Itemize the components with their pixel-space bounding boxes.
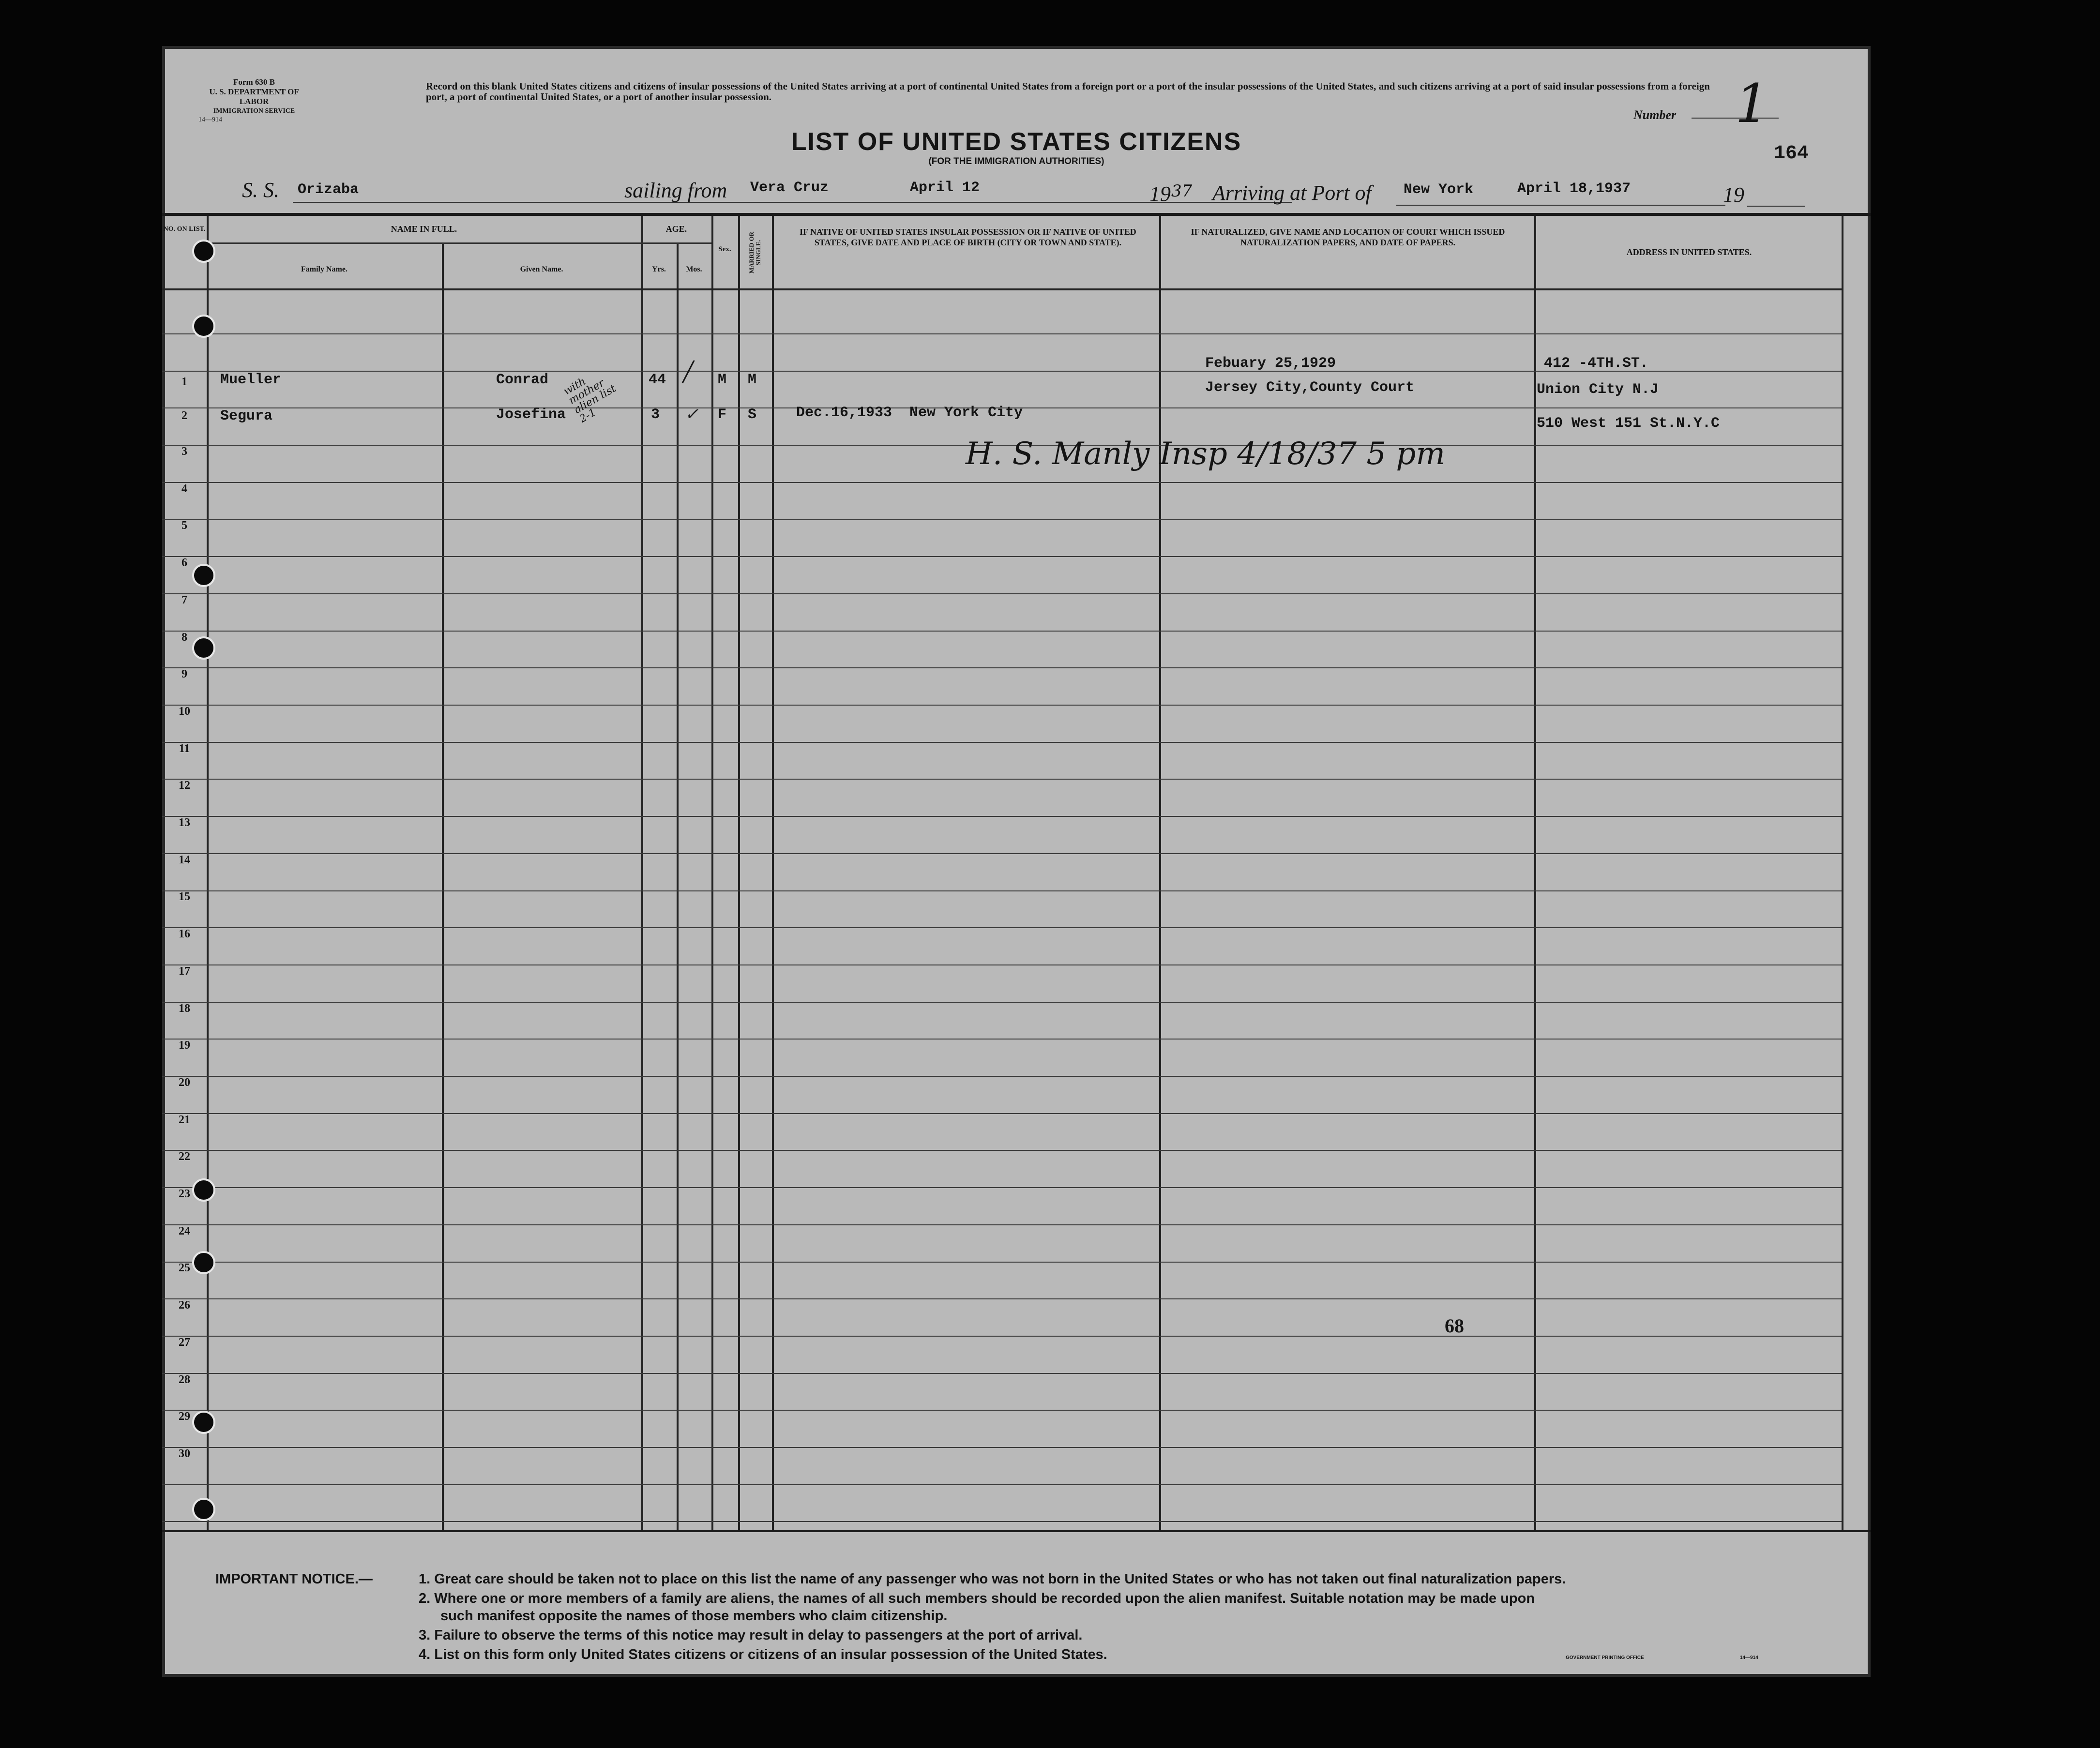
row-rule bbox=[162, 1150, 1842, 1151]
inspector-signature: H. S. Manly Insp 4/18/37 5 pm bbox=[966, 436, 1446, 472]
stamp-number: 68 bbox=[1445, 1315, 1464, 1337]
binder-hole bbox=[192, 564, 215, 587]
row-rule bbox=[162, 1002, 1842, 1003]
handwritten-note: with mother alien list 2-1 bbox=[561, 375, 619, 425]
binder-hole bbox=[192, 1178, 215, 1202]
row-number: 13 bbox=[179, 816, 190, 829]
binder-hole bbox=[192, 1411, 215, 1434]
col-header-age: AGE. bbox=[665, 224, 687, 234]
col-header-family: Family Name. bbox=[301, 265, 347, 273]
row-rule bbox=[162, 964, 1842, 965]
row-number: 12 bbox=[179, 779, 190, 792]
arrival-underline bbox=[1396, 205, 1725, 206]
year-value: 37 bbox=[1171, 181, 1193, 201]
row-number: 11 bbox=[179, 742, 190, 755]
binder-hole bbox=[192, 315, 215, 338]
row-rule bbox=[162, 1224, 1842, 1225]
header-bottom-rule bbox=[162, 288, 1842, 290]
family-name: Segura bbox=[220, 408, 273, 424]
sailing-date: April 12 bbox=[910, 180, 980, 196]
col-header-given: Given Name. bbox=[520, 265, 563, 273]
row-number: 24 bbox=[179, 1225, 190, 1237]
row-rule bbox=[162, 1187, 1842, 1188]
header-subrule bbox=[641, 242, 711, 244]
row-rule bbox=[162, 667, 1842, 668]
row-rule bbox=[162, 556, 1842, 557]
form-number: Form 630 B bbox=[233, 77, 275, 87]
col-header-mos: Mos. bbox=[686, 265, 702, 273]
row-rule bbox=[162, 1484, 1842, 1485]
birth-date-place: Dec.16,1933 New York City bbox=[796, 405, 1023, 421]
naturalization-court: Jersey City,County Court bbox=[1205, 379, 1415, 396]
row-rule bbox=[162, 1410, 1842, 1411]
address: 412 -4TH.ST. bbox=[1544, 355, 1649, 372]
col-divider bbox=[641, 216, 643, 1530]
row-number: 16 bbox=[179, 928, 190, 940]
marital-status: M bbox=[748, 372, 757, 388]
row-rule bbox=[162, 779, 1842, 780]
row-rule bbox=[162, 890, 1842, 891]
col-divider bbox=[677, 242, 679, 1530]
row-rule bbox=[162, 482, 1842, 483]
col-divider bbox=[207, 216, 209, 1530]
col-header-naturalized: IF NATURALIZED, GIVE NAME AND LOCATION OF COURT WHICH ISSUED NATURALIZATION PAPERS, AND DATE OF PAPERS. bbox=[1191, 227, 1505, 247]
arrival-port: New York bbox=[1404, 181, 1474, 198]
family-name: Mueller bbox=[220, 372, 282, 388]
row-number: 26 bbox=[179, 1299, 190, 1311]
age-months-check: ✓ bbox=[685, 405, 699, 424]
given-name: Conrad bbox=[496, 372, 549, 388]
row-rule bbox=[162, 519, 1842, 520]
arrival-date: April 18,1937 bbox=[1517, 181, 1631, 197]
notice-label: IMPORTANT NOTICE.— bbox=[215, 1571, 373, 1587]
binder-hole bbox=[192, 1251, 215, 1274]
form-identifier bbox=[196, 77, 312, 116]
row-rule bbox=[162, 705, 1842, 706]
row-rule bbox=[162, 1298, 1842, 1299]
row-number: 18 bbox=[179, 1002, 190, 1015]
given-name: Josefina bbox=[496, 407, 566, 423]
number-value: 1 bbox=[1735, 73, 1769, 135]
sailing-from-port: Vera Cruz bbox=[750, 180, 829, 196]
row-rule bbox=[162, 927, 1842, 928]
col-divider bbox=[772, 216, 774, 1530]
col-header-married: MARRIED OR SINGLE. bbox=[748, 231, 762, 274]
printer-mark: GOVERNMENT PRINTING OFFICE bbox=[1566, 1655, 1644, 1660]
check-mark: ╱ bbox=[682, 361, 695, 383]
col-divider bbox=[442, 242, 444, 1530]
row-rule bbox=[162, 1262, 1842, 1263]
manifest-table bbox=[162, 216, 1871, 1530]
row-number: 3 bbox=[181, 445, 187, 458]
row-number: 27 bbox=[179, 1336, 190, 1349]
row-rule bbox=[162, 1447, 1842, 1448]
sailing-from-label: sailing from bbox=[624, 179, 727, 202]
col-header-yrs: Yrs. bbox=[652, 265, 666, 273]
year-suffix-underline bbox=[1747, 206, 1805, 207]
notice-item-2-cont: such manifest opposite the names of those members who claim citizenship. bbox=[440, 1608, 948, 1624]
row-rule bbox=[162, 742, 1842, 743]
col-header-name: NAME IN FULL. bbox=[391, 224, 457, 234]
sailing-underline bbox=[740, 202, 1292, 203]
notice-item-2: 2. Where one or more members of a family are aliens, the names of all such members should be recorded upon the alien manifest. Suitable notation may be made upon bbox=[419, 1591, 1535, 1606]
col-header-sex: Sex. bbox=[718, 245, 731, 253]
row-number: 10 bbox=[179, 705, 190, 718]
row-rule bbox=[162, 1076, 1842, 1077]
row-rule bbox=[162, 1521, 1842, 1522]
row-rule bbox=[162, 816, 1842, 817]
col-divider bbox=[1842, 216, 1843, 1530]
instructions: Record on this blank United States citizens and citizens of insular possessions of the United States arriving at a port of continental United States from a foreign port or a port of the insular possessions of the United States, and such citizens arriving at a port of said insular possessions from a foreign port, a port of continental United States, or a port of another insular possession. bbox=[426, 80, 1710, 103]
row-number: 8 bbox=[181, 631, 187, 644]
row-number: 25 bbox=[179, 1262, 190, 1274]
row-number: 29 bbox=[179, 1410, 190, 1423]
notice-item-4: 4. List on this form only United States citizens or citizens of an insular possession of the United States. bbox=[419, 1647, 1107, 1662]
row-rule bbox=[162, 1039, 1842, 1040]
col-divider bbox=[1159, 216, 1161, 1530]
row-number: 19 bbox=[179, 1039, 190, 1052]
col-divider bbox=[738, 216, 740, 1530]
address-line2: Union City N.J bbox=[1537, 381, 1659, 398]
col-divider bbox=[711, 216, 713, 1530]
form-subtitle: (FOR THE IMMIGRATION AUTHORITIES) bbox=[928, 156, 1104, 166]
ship-name: Orizaba bbox=[298, 181, 359, 198]
sex: F bbox=[718, 407, 727, 423]
row-number: 17 bbox=[179, 965, 190, 978]
row-rule bbox=[162, 631, 1842, 632]
row-rule bbox=[162, 593, 1842, 594]
sex: M bbox=[718, 372, 727, 388]
row-rule bbox=[162, 1113, 1842, 1114]
marital-status: S bbox=[748, 407, 757, 423]
row-number: 30 bbox=[179, 1447, 190, 1460]
row-number: 14 bbox=[179, 854, 190, 866]
row-number: 2 bbox=[181, 409, 187, 422]
row-number: 7 bbox=[181, 594, 187, 606]
row-number: 9 bbox=[181, 668, 187, 680]
row-number: 1 bbox=[181, 376, 187, 388]
col-divider bbox=[1534, 216, 1536, 1530]
arriving-label: Arriving at Port of bbox=[1212, 181, 1372, 205]
notice-item-3: 3. Failure to observe the terms of this notice may result in delay to passengers at the port of arrival. bbox=[419, 1627, 1083, 1643]
row-number: 22 bbox=[179, 1150, 190, 1163]
row-number: 15 bbox=[179, 890, 190, 903]
naturalization-date: Febuary 25,1929 bbox=[1205, 355, 1336, 372]
form-code: 14—914 bbox=[198, 116, 222, 123]
year-prefix: 19 bbox=[1149, 182, 1171, 206]
ss-label: S. S. bbox=[242, 178, 279, 202]
department: U. S. DEPARTMENT OF LABOR bbox=[209, 87, 299, 106]
page-number: 164 bbox=[1774, 143, 1809, 165]
row-number: 6 bbox=[181, 557, 187, 569]
header-subrule bbox=[207, 242, 641, 244]
row-rule bbox=[162, 1373, 1842, 1374]
row-rule bbox=[162, 333, 1842, 334]
age-years: 3 bbox=[651, 407, 660, 423]
binder-hole bbox=[192, 636, 215, 660]
notice-item-1: 1. Great care should be taken not to place on this list the name of any passenger who was not born in the United States or who has not taken out final naturalization papers. bbox=[419, 1571, 1566, 1587]
col-header-no: NO. ON LIST. bbox=[163, 226, 206, 233]
row-rule bbox=[162, 853, 1842, 854]
row-number: 28 bbox=[179, 1373, 190, 1386]
year-suffix: 19 bbox=[1723, 183, 1744, 207]
binder-hole bbox=[192, 240, 215, 263]
footer-code: 14—914 bbox=[1740, 1655, 1758, 1660]
manifest-sheet bbox=[162, 46, 1871, 1677]
row-rule bbox=[162, 1336, 1842, 1337]
number-label: Number bbox=[1633, 108, 1677, 122]
form-title: LIST OF UNITED STATES CITIZENS bbox=[791, 128, 1242, 156]
binder-hole bbox=[192, 1498, 215, 1521]
row-number: 4 bbox=[181, 482, 187, 495]
row-number: 21 bbox=[179, 1114, 190, 1126]
col-header-native: IF NATIVE OF UNITED STATES INSULAR POSSESSION OR IF NATIVE OF UNITED STATES, GIVE DATE AND PLACE OF BIRTH (CITY OR TOWN AND STATE). bbox=[800, 227, 1136, 247]
col-header-address: ADDRESS IN UNITED STATES. bbox=[1626, 247, 1752, 257]
address: 510 West 151 St.N.Y.C bbox=[1537, 415, 1720, 432]
age-years: 44 bbox=[649, 372, 666, 388]
row-number: 23 bbox=[179, 1188, 190, 1200]
row-number: 20 bbox=[179, 1076, 190, 1089]
service: IMMIGRATION SERVICE bbox=[213, 107, 295, 115]
row-number: 5 bbox=[181, 519, 187, 532]
table-bottom-rule bbox=[162, 1530, 1871, 1532]
